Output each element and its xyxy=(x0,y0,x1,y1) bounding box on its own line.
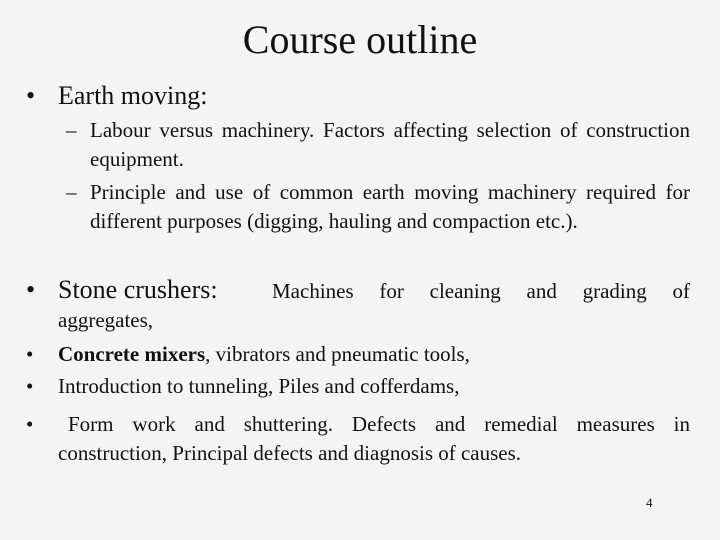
form-work-text: Form work and shuttering. Defects and remedial measures in construction, Principal defects and diagnosis of causes. xyxy=(58,412,690,465)
stone-crushers-continuation xyxy=(26,306,690,336)
bullet-icon: • xyxy=(26,81,36,110)
sub-item-labour xyxy=(66,116,690,174)
tunneling-text: Introduction to tunneling, Piles and cofferdams, xyxy=(58,374,460,398)
list-item-form-work xyxy=(26,410,690,470)
bullet-icon: • xyxy=(26,374,34,398)
list-item-earth-moving xyxy=(26,82,690,112)
stone-crushers-detail-text: Machines for cleaning and grading of xyxy=(272,279,690,303)
stone-crushers-label: Stone crushers: xyxy=(58,275,218,304)
stone-crushers-detail-line1 xyxy=(272,277,690,305)
bullet-icon: • xyxy=(26,275,36,304)
list-item-stone-crushers xyxy=(26,276,690,306)
slide-title: Course outline xyxy=(242,17,478,62)
list-item-concrete-mixers xyxy=(26,340,690,370)
concrete-mixers-rest: , vibrators and pneumatic tools, xyxy=(205,342,470,366)
labour-text: Labour versus machinery. Factors affecting selection of construction equipment. xyxy=(90,118,690,171)
dash-icon: – xyxy=(66,180,77,204)
page-number: 4 xyxy=(646,495,653,510)
stone-crushers-detail-line2: aggregates, xyxy=(58,308,154,332)
bullet-icon: • xyxy=(26,412,34,436)
list-item-tunneling xyxy=(26,372,690,402)
dash-icon: – xyxy=(66,118,77,142)
earth-moving-label: Earth moving: xyxy=(58,81,208,110)
principle-text: Principle and use of common earth moving machinery required for different purposes (digging, hauling and compaction etc.). xyxy=(90,180,690,233)
bullet-icon: • xyxy=(26,342,34,366)
sub-item-principle xyxy=(66,178,690,268)
concrete-mixers-bold: Concrete mixers xyxy=(58,342,206,366)
